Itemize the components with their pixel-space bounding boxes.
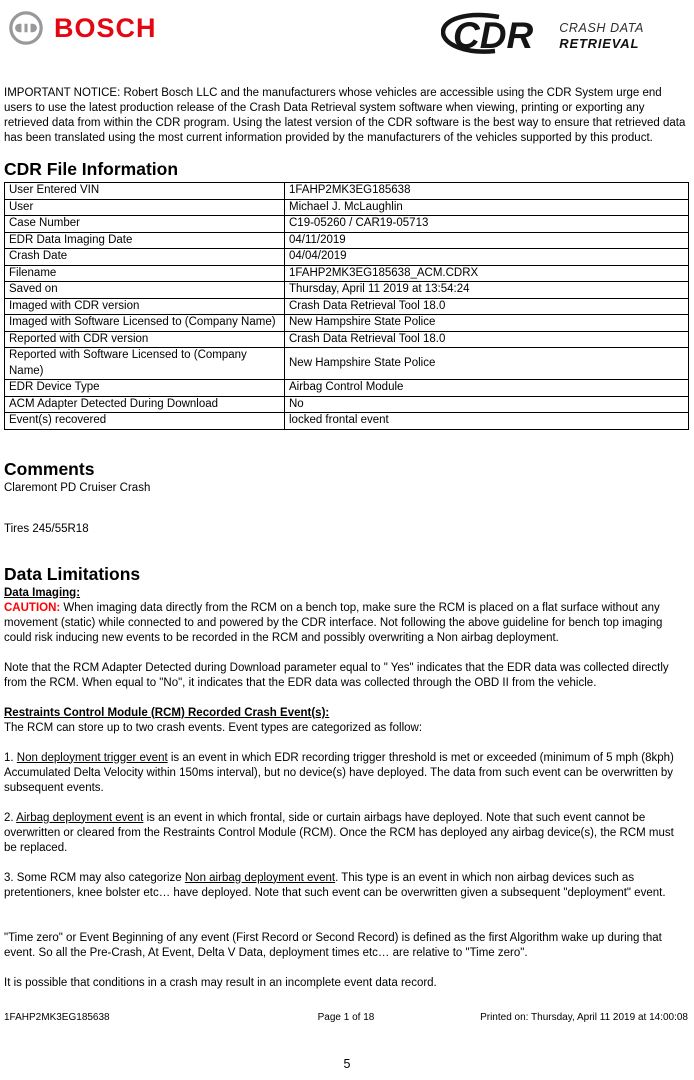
row-value: Airbag Control Module bbox=[285, 380, 689, 397]
item-text: is an event in which frontal, side or curtain airbags have deployed. Note that such event cannot be overwritten or cleared from the Restraints Control Module (RCM). Once the RCM has deployed any airbag device(s), the RCM must be replaced. bbox=[4, 811, 674, 854]
item-text: . This type is an event in which non airbag devices such as pretentioners, knee bolster etc… have deployed. Note that such event can be overwritten given a subsequent "deployment" event. bbox=[4, 871, 666, 899]
row-value: 04/11/2019 bbox=[285, 232, 689, 249]
cdr-tagline-line1: CRASH DATA bbox=[559, 21, 644, 35]
row-label: ACM Adapter Detected During Download bbox=[5, 396, 285, 413]
event-type-item-1 bbox=[4, 751, 689, 796]
row-value: Crash Data Retrieval Tool 18.0 bbox=[285, 298, 689, 315]
row-label: Reported with Software Licensed to (Company Name) bbox=[5, 348, 285, 380]
cdr-letters: CDR bbox=[453, 15, 534, 56]
row-value: New Hampshire State Police bbox=[285, 348, 689, 380]
cdr-swoosh-icon bbox=[441, 12, 553, 58]
incomplete-record-note: It is possible that conditions in a crash may result in an incomplete event data record. bbox=[4, 976, 437, 989]
row-label: User Entered VIN bbox=[5, 183, 285, 200]
event-type-item-2 bbox=[4, 811, 689, 856]
bosch-logo bbox=[8, 10, 157, 46]
row-value: locked frontal event bbox=[285, 413, 689, 430]
table-row bbox=[5, 232, 689, 249]
row-label: Crash Date bbox=[5, 249, 285, 266]
comment-line: Tires 245/55R18 bbox=[4, 522, 89, 535]
file-info-title: CDR File Information bbox=[4, 159, 179, 179]
row-label: Saved on bbox=[5, 282, 285, 299]
row-value: 1FAHP2MK3EG185638_ACM.CDRX bbox=[285, 265, 689, 282]
table-row bbox=[5, 331, 689, 348]
row-label: Filename bbox=[5, 265, 285, 282]
item-term: Non airbag deployment event bbox=[184, 871, 336, 884]
item-prefix: 2. bbox=[4, 811, 17, 824]
table-row bbox=[5, 216, 689, 233]
bosch-armature-icon bbox=[8, 10, 44, 46]
cdr-logo bbox=[441, 12, 644, 58]
footer-vin: 1FAHP2MK3EG185638 bbox=[4, 1012, 110, 1023]
event-type-item-3 bbox=[4, 871, 689, 901]
cdr-tagline bbox=[559, 21, 644, 51]
time-zero-paragraph: "Time zero" or Event Beginning of any event (First Record or Second Record) is defined as the first Algorithm wake up during that event. So all the Pre-Crash, At Event, Delta V Data, deployment times etc… are relative to "Time zero". bbox=[4, 931, 662, 959]
row-label: Imaged with Software Licensed to (Company Name) bbox=[5, 315, 285, 332]
footer-printed-on: Printed on: Thursday, April 11 2019 at 14:00:08 bbox=[480, 1012, 688, 1023]
row-label: EDR Device Type bbox=[5, 380, 285, 397]
item-term: Airbag deployment event bbox=[16, 811, 144, 824]
row-value: 04/04/2019 bbox=[285, 249, 689, 266]
table-row bbox=[5, 282, 689, 299]
table-row bbox=[5, 199, 689, 216]
row-label: EDR Data Imaging Date bbox=[5, 232, 285, 249]
header bbox=[0, 0, 694, 56]
row-value: C19-05260 / CAR19-05713 bbox=[285, 216, 689, 233]
caution-label: CAUTION: bbox=[4, 601, 61, 614]
comments-title: Comments bbox=[4, 458, 95, 479]
row-label: Reported with CDR version bbox=[5, 331, 285, 348]
document-body bbox=[0, 86, 694, 991]
row-value: No bbox=[285, 396, 689, 413]
item-text: is an event in which EDR recording trigger threshold is met or exceeded (minimum of 5 mph (8kph) Accumulated Delta Velocity within 150ms interval), but no device(s) have deployed. The data from such event can be overwritten by subsequent events. bbox=[4, 751, 674, 794]
row-value: Crash Data Retrieval Tool 18.0 bbox=[285, 331, 689, 348]
file-info-table bbox=[4, 182, 689, 430]
item-prefix: 1. bbox=[4, 751, 17, 764]
row-value: Michael J. McLaughlin bbox=[285, 199, 689, 216]
row-value: New Hampshire State Police bbox=[285, 315, 689, 332]
important-notice: IMPORTANT NOTICE: Robert Bosch LLC and the manufacturers whose vehicles are accessible using the CDR System urge end users to use the latest production release of the Crash Data Retrieval system software when viewing, printing or exporting any retrieved data from within the CDR program. Using the latest version of the CDR software is the best way to ensure that retrieved data has been translated using the most current information provided by the manufacturers of the vehicles supported by this product. bbox=[4, 87, 686, 144]
comment-line: Claremont PD Cruiser Crash bbox=[4, 481, 151, 494]
table-row bbox=[5, 183, 689, 200]
item-prefix: 3. Some RCM may also categorize bbox=[4, 871, 185, 884]
table-row bbox=[5, 413, 689, 430]
rcm-events-subheading: Restraints Control Module (RCM) Recorded Crash Event(s): bbox=[4, 706, 330, 719]
table-row bbox=[5, 298, 689, 315]
caution-text: When imaging data directly from the RCM on a bench top, make sure the RCM is placed on a flat surface without any movement (static) while connected to and powered by the CDR interface. Not following the above guideline for bench top imaging could risk inducing new events to be recorded in the RCM and possibly overwriting a Non airbag deployment. bbox=[4, 601, 663, 644]
table-row bbox=[5, 249, 689, 266]
rcm-intro: The RCM can store up to two crash events. Event types are categorized as follow: bbox=[4, 721, 423, 734]
table-row bbox=[5, 380, 689, 397]
table-row bbox=[5, 315, 689, 332]
row-label: User bbox=[5, 199, 285, 216]
cdr-tagline-line2: RETRIEVAL bbox=[559, 36, 640, 51]
table-row bbox=[5, 396, 689, 413]
pdf-page-number: 5 bbox=[343, 1057, 351, 1071]
data-limitations-title: Data Limitations bbox=[4, 563, 141, 584]
row-label: Imaged with CDR version bbox=[5, 298, 285, 315]
table-row bbox=[5, 348, 689, 380]
row-label: Case Number bbox=[5, 216, 285, 233]
row-value: Thursday, April 11 2019 at 13:54:24 bbox=[285, 282, 689, 299]
item-term: Non deployment trigger event bbox=[16, 751, 168, 764]
bosch-wordmark: BOSCH bbox=[54, 13, 157, 43]
data-imaging-subheading: Data Imaging: bbox=[4, 586, 81, 599]
caution-paragraph bbox=[4, 601, 689, 646]
row-value: 1FAHP2MK3EG185638 bbox=[285, 183, 689, 200]
row-label: Event(s) recovered bbox=[5, 413, 285, 430]
page-footer bbox=[4, 1012, 688, 1024]
rcm-adapter-note: Note that the RCM Adapter Detected during Download parameter equal to " Yes" indicates that the EDR data was collected directly from the RCM. When equal to "No", it indicates that the EDR data was collected through the OBD II from the vehicle. bbox=[4, 661, 669, 689]
table-row bbox=[5, 265, 689, 282]
footer-page-indicator: Page 1 of 18 bbox=[317, 1012, 375, 1023]
